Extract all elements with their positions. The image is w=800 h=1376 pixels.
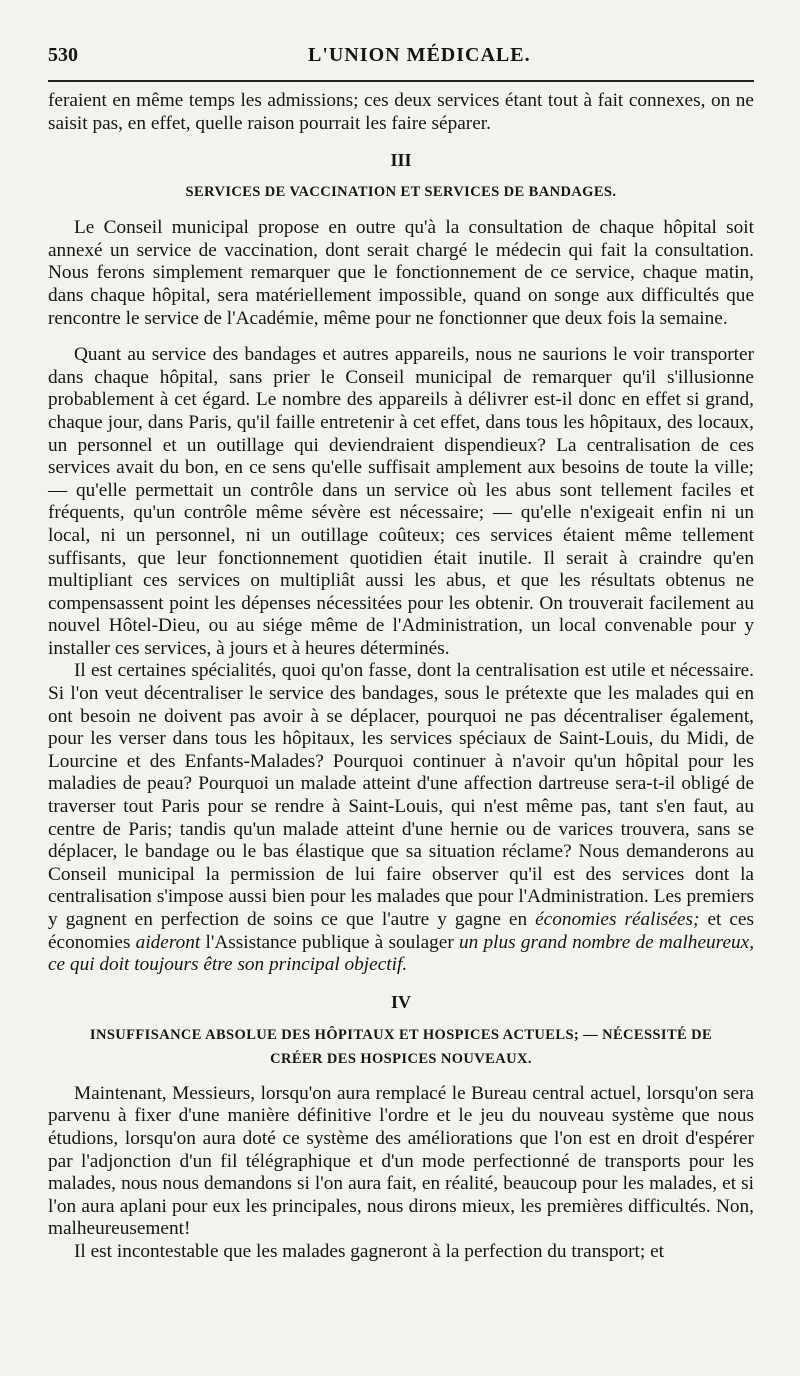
emphasis-objectif: un plus grand nombre de malheureux, ce qui doit toujours être son principal objectif. bbox=[48, 931, 755, 976]
section-number-iv: IV bbox=[390, 991, 411, 1012]
section-heading-insuffisance bbox=[48, 1023, 754, 1071]
page-number: 530 bbox=[48, 44, 78, 66]
emphasis-economies: économies réalisées; bbox=[535, 909, 700, 930]
header-rule bbox=[48, 80, 754, 82]
section-heading-line-1: INSUFFISANCE ABSOLUE DES HÔPITAUX ET HOSPICES ACTUELS; — NÉCESSITÉ DE bbox=[89, 1026, 713, 1043]
paragraph-bandages: Quant au service des bandages et autres appareils, nous ne saurions le voir transporter dans chaque hôpital, sans prier le Conseil municipal de remarquer qu'il s'illusionne probablement à cet égard. Le nombre des appareils à délivrer est-il donc en effet si grand, chaque jour, dans Paris, qu'il faille entretenir à cet effet, dans tous les hôpitaux, des locaux, un personnel et un outillage qui deviendraient dispendieux? La centralisation de ces services avait du bon, en ce sens qu'elle suffisait amplement aux besoins de toute la ville; — qu'elle permettait un contrôle dans un service où les abus sont tellement faciles et fréquents, qu'un contrôle même sévère est nécessaire; — qu'elle n'exigeait enfin ni un local, ni un personnel, ni un outillage coûteux; ces services étaient même tellement suffisants, que leur fonctionnement quotidien était inutile. Il serait à craindre qu'en multipliant ces services on multipliât aussi les abus, et que les résultats obtenus ne compensassent point les dépenses nécessitées pour les obtenir. On trouverait facilement au nouvel Hôtel-Dieu, ou au siége même de l'Administration, un local convenable pour y installer ces services, à jours et à heures déterminés. bbox=[48, 344, 754, 659]
paragraph-specialites-mid1: et ces économies bbox=[48, 909, 754, 953]
paragraph-maintenant: Maintenant, Messieurs, lorsqu'on aura remplacé le Bureau central actuel, lorsqu'on sera parvenu à fixer d'une manière définitive l'ordre et le jeu du nouveau système que nous étudions, lorsqu'on aura doté ce système des améliorations que l'on est en droit d'espérer par l'adjonction d'un fil télégraphique et d'un mode perfectionné de transports pour les malades, nous nous demandons si l'on aura fait, en réalité, beaucoup pour les malades, et si l'on aura aplani pour eux les principales, nous dirons mieux, les premières difficultés. Non, malheureusement! bbox=[48, 1082, 754, 1240]
section-number-iii: III bbox=[390, 150, 412, 171]
paragraph-gap bbox=[48, 330, 754, 344]
paragraph-vaccination: Le Conseil municipal propose en outre qu'à la consultation de chaque hôpital soit annexé un service de vaccination, dont serait chargé le médecin qui fait la consultation. Nous ferons simplement remarquer que le fonctionnement de ce service, chaque matin, dans chaque hôpital, sera matériellement impossible, quand on songe aux difficultés que rencontre le service de l'Académie, même pour ne fonctionner que deux fois la semaine. bbox=[48, 217, 754, 329]
emphasis-aideront: aideront bbox=[135, 931, 201, 953]
running-title: L'UNION MÉDICALE. bbox=[308, 44, 531, 66]
paragraph-incontestable: Il est incontestable que les malades gagneront à la perfection du transport; et bbox=[74, 1240, 665, 1262]
page-header bbox=[48, 44, 754, 74]
paragraph-continuation: feraient en même temps les admissions; ces deux services étant tout à fait connexes, on ne saisit pas, en effet, quelle raison pourrait les faire séparer. bbox=[48, 90, 754, 134]
section-heading-vaccination: SERVICES DE VACCINATION ET SERVICES DE BANDAGES. bbox=[185, 184, 617, 201]
paragraph-specialites-main: Il est certaines spécialités, quoi qu'on fasse, dont la centralisation est utile et nécessaire. Si l'on veut décentraliser le service des bandages, sous le prétexte que les malades qui en ont besoin ne doivent pas avoir à se déplacer, pourquoi ne pas décentraliser également, pour les verser dans tous les hôpitaux, les services spéciaux de Saint-Louis, du Midi, de Lourcine et des Enfants-Malades? Pourquoi continuer à n'avoir qu'un hôpital pour les maladies de peau? Pourquoi un malade atteint d'une affection dartreuse sera-t-il obligé de traverser tout Paris pour se rendre à Saint-Louis, qui n'est même pas, tant s'en faut, au centre de Paris; tandis qu'un malade atteint d'une hernie ou de varices trouvera, sans se déplacer, le bandage ou le bas élastique que sa situation réclame? Nous demanderons au Conseil municipal la permission de lui faire observer qu'il est des services dont la centralisation s'impose aussi bien pour les malades que pour l'Administration. Les premiers y gagnent en perfection de soins ce que l'autre y gagne en bbox=[48, 660, 754, 930]
section-heading-line-2: CRÉER DES HOSPICES NOUVEAUX. bbox=[270, 1050, 532, 1067]
paragraph-specialites bbox=[48, 660, 754, 976]
paragraph-specialites-mid2: l'Assistance publique à soulager bbox=[200, 931, 459, 953]
